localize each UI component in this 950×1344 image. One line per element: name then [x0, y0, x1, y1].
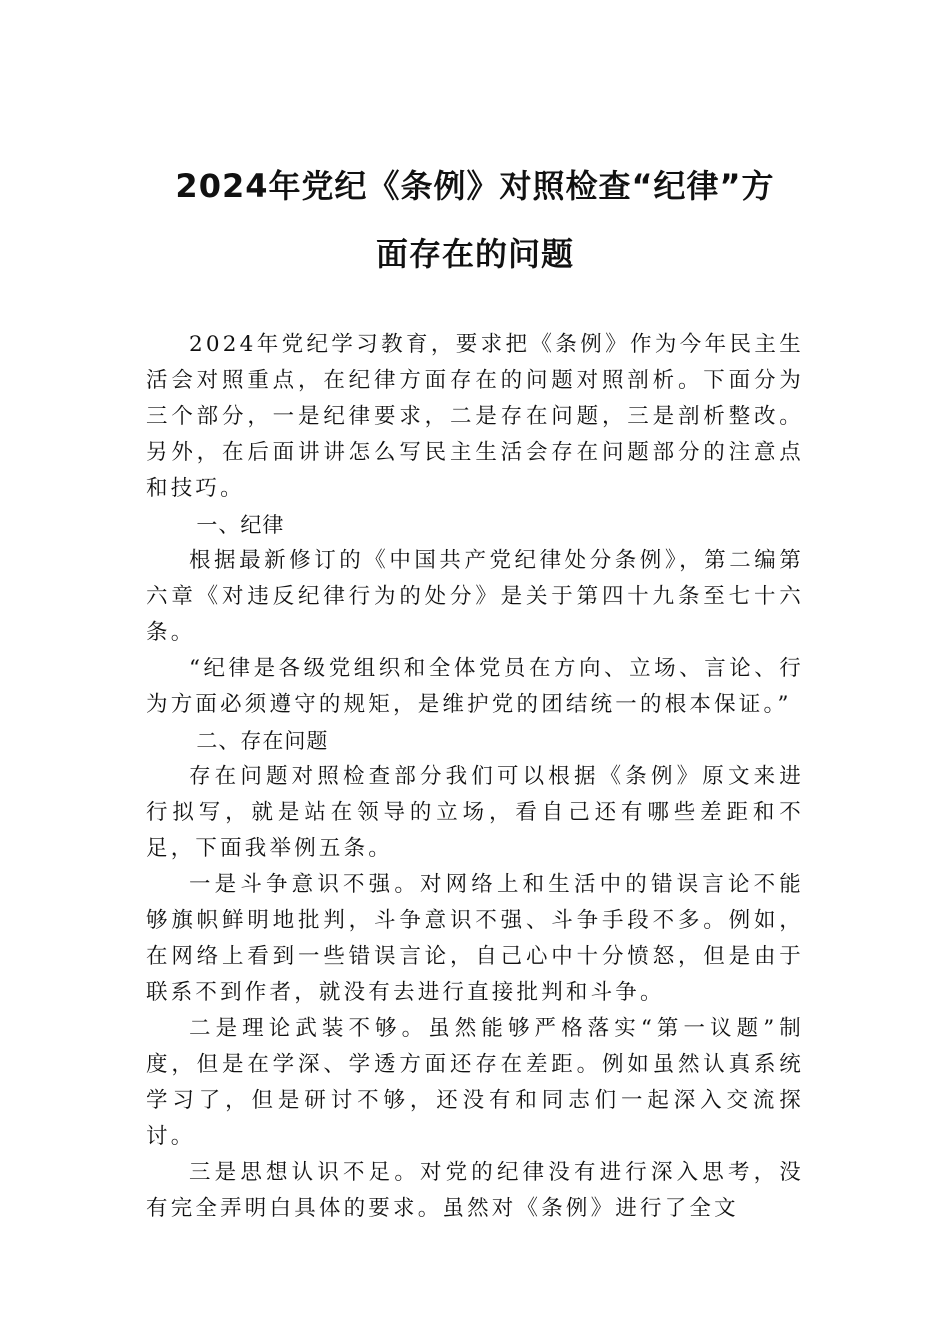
discipline-quote-paragraph: “纪律是各级党组织和全体党员在方向、立场、言论、行为方面必须遵守的规矩，是维护党的团结统一的根本保证。”: [146, 656, 804, 717]
problems-intro-paragraph: 存在问题对照检查部分我们可以根据《条例》原文来进行拟写，就是站在领导的立场，看自己还有哪些差距和不足，下面我举例五条。: [146, 764, 804, 861]
document-title-line-2: 面存在的问题: [375, 235, 574, 273]
section-heading-problems: 二、存在问题: [196, 729, 329, 753]
regulation-reference-paragraph: 根据最新修订的《中国共产党纪律处分条例》，第二编第六章《对违反纪律行为的处分》是关于第四十九条至七十六条。: [146, 548, 804, 645]
problem-one-paragraph: 一是斗争意识不强。对网络上和生活中的错误言论不能够旗帜鲜明地批判，斗争意识不强、斗争手段不多。例如，在网络上看到一些错误言论，自己心中十分愤怒，但是由于联系不到作者，就没有去进行直接批判和斗争。: [146, 872, 804, 1005]
document-body: [146, 327, 804, 1227]
section-heading-discipline: 一、纪律: [196, 513, 285, 537]
problem-two-paragraph: 二是理论武装不够。虽然能够严格落实“第一议题”制度，但是在学深、学透方面还存在差距。例如虽然认真系统学习了，但是研讨不够，还没有和同志们一起深入交流探讨。: [146, 1016, 804, 1149]
intro-paragraph: 2024年党纪学习教育，要求把《条例》作为今年民主生活会对照重点，在纪律方面存在的问题对照剖析。下面分为三个部分，一是纪律要求，二是存在问题，三是剖析整改。另外，在后面讲讲怎么写民主生活会存在问题部分的注意点和技巧。: [146, 332, 804, 501]
problem-three-paragraph: 三是思想认识不足。对党的纪律没有进行深入思考，没有完全弄明白具体的要求。虽然对《条例》进行了全文: [146, 1160, 804, 1221]
document-title-line-1: 2024年党纪《条例》对照检查“纪律”方: [175, 167, 775, 205]
